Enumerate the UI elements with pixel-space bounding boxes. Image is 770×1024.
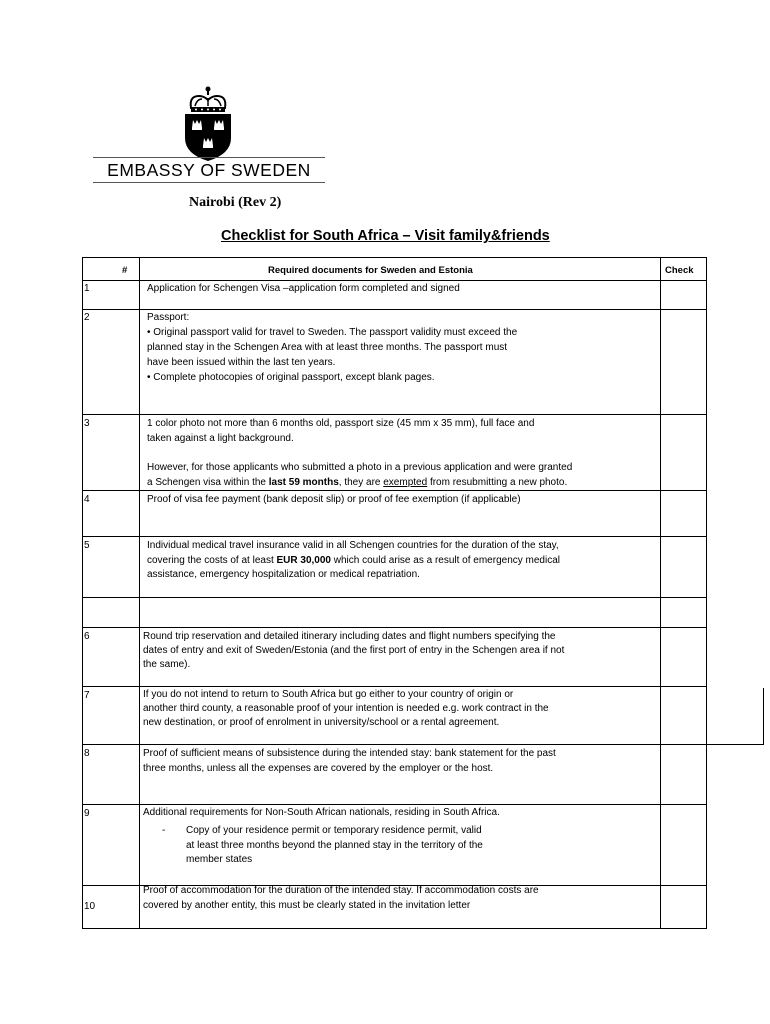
- page-title: Checklist for South Africa – Visit family&friends: [221, 228, 550, 244]
- row-number: 10: [84, 901, 96, 912]
- row-number: 8: [84, 748, 90, 759]
- row-text: assistance, emergency hospitalization or medical repatriation.: [147, 569, 420, 580]
- column-header-documents: Required documents for Sweden and Estonia: [268, 265, 473, 276]
- row-text: • Complete photocopies of original passport, except blank pages.: [147, 372, 435, 383]
- row-number: 6: [84, 631, 90, 642]
- row-text: Round trip reservation and detailed itinerary including dates and flight numbers specifying the: [143, 631, 556, 642]
- row-number: 4: [84, 494, 90, 505]
- row-text: another third county, a reasonable proof of your intention is needed e.g. work contract in the: [143, 703, 549, 714]
- row-text: Passport:: [147, 312, 190, 323]
- row-text: the same).: [143, 659, 191, 670]
- bullet-dash: -: [162, 825, 166, 836]
- row-text: However, for those applicants who submitted a photo in a previous application and were granted: [147, 462, 573, 473]
- row-text: taken against a light background.: [147, 433, 294, 444]
- row-text-mixed: a Schengen visa within the last 59 months, they are exempted from resubmitting a new photo.: [147, 477, 568, 488]
- row-number: 2: [84, 312, 90, 323]
- row-number: 3: [84, 418, 90, 429]
- row-text: dates of entry and exit of Sweden/Estonia (and the first port of entry in the Schengen area if not: [143, 645, 565, 656]
- column-header-check: Check: [665, 265, 694, 276]
- row-text: new destination, or proof of enrolment in university/school or a rental agreement.: [143, 717, 500, 728]
- row-number: 5: [84, 540, 90, 551]
- row-number: 9: [84, 808, 90, 819]
- row-text: planned stay in the Schengen Area with at least three months. The passport must: [147, 342, 508, 353]
- row-number: 7: [84, 690, 90, 701]
- row-text: • Original passport valid for travel to Sweden. The passport validity must exceed the: [147, 327, 518, 338]
- embassy-name: EMBASSY OF SWEDEN: [107, 160, 311, 180]
- row-text: Proof of accommodation for the duration of the intended stay. If accommodation costs are: [143, 885, 539, 896]
- row-text: Proof of sufficient means of subsistence during the intended stay: bank statement for the past: [143, 748, 556, 759]
- row-text: Individual medical travel insurance valid in all Schengen countries for the duration of the stay,: [147, 540, 559, 551]
- row-text: three months, unless all the expenses are covered by the employer or the host.: [143, 763, 494, 774]
- location-label: Nairobi (Rev 2): [189, 195, 282, 210]
- column-header-number: #: [122, 265, 128, 276]
- row-text: Application for Schengen Visa –application form completed and signed: [147, 283, 460, 294]
- row-text: Additional requirements for Non-South African nationals, residing in South Africa.: [143, 807, 500, 818]
- row-text: If you do not intend to return to South Africa but go either to your country of origin or: [143, 689, 514, 700]
- row-subtext: Copy of your residence permit or temporary residence permit, valid: [186, 825, 482, 836]
- row-text-mixed: covering the costs of at least EUR 30,000 which could arise as a result of emergency medical: [147, 555, 560, 566]
- row-text: covered by another entity, this must be clearly stated in the invitation letter: [143, 900, 471, 911]
- row-text: have been issued within the last ten years.: [147, 357, 336, 368]
- row-subtext: at least three months beyond the planned stay in the territory of the: [186, 840, 483, 851]
- row-text: Proof of visa fee payment (bank deposit slip) or proof of fee exemption (if applicable): [147, 494, 521, 505]
- row-number: 1: [84, 283, 90, 294]
- row-text: 1 color photo not more than 6 months old, passport size (45 mm x 35 mm), full face and: [147, 418, 535, 429]
- row-subtext: member states: [186, 854, 253, 865]
